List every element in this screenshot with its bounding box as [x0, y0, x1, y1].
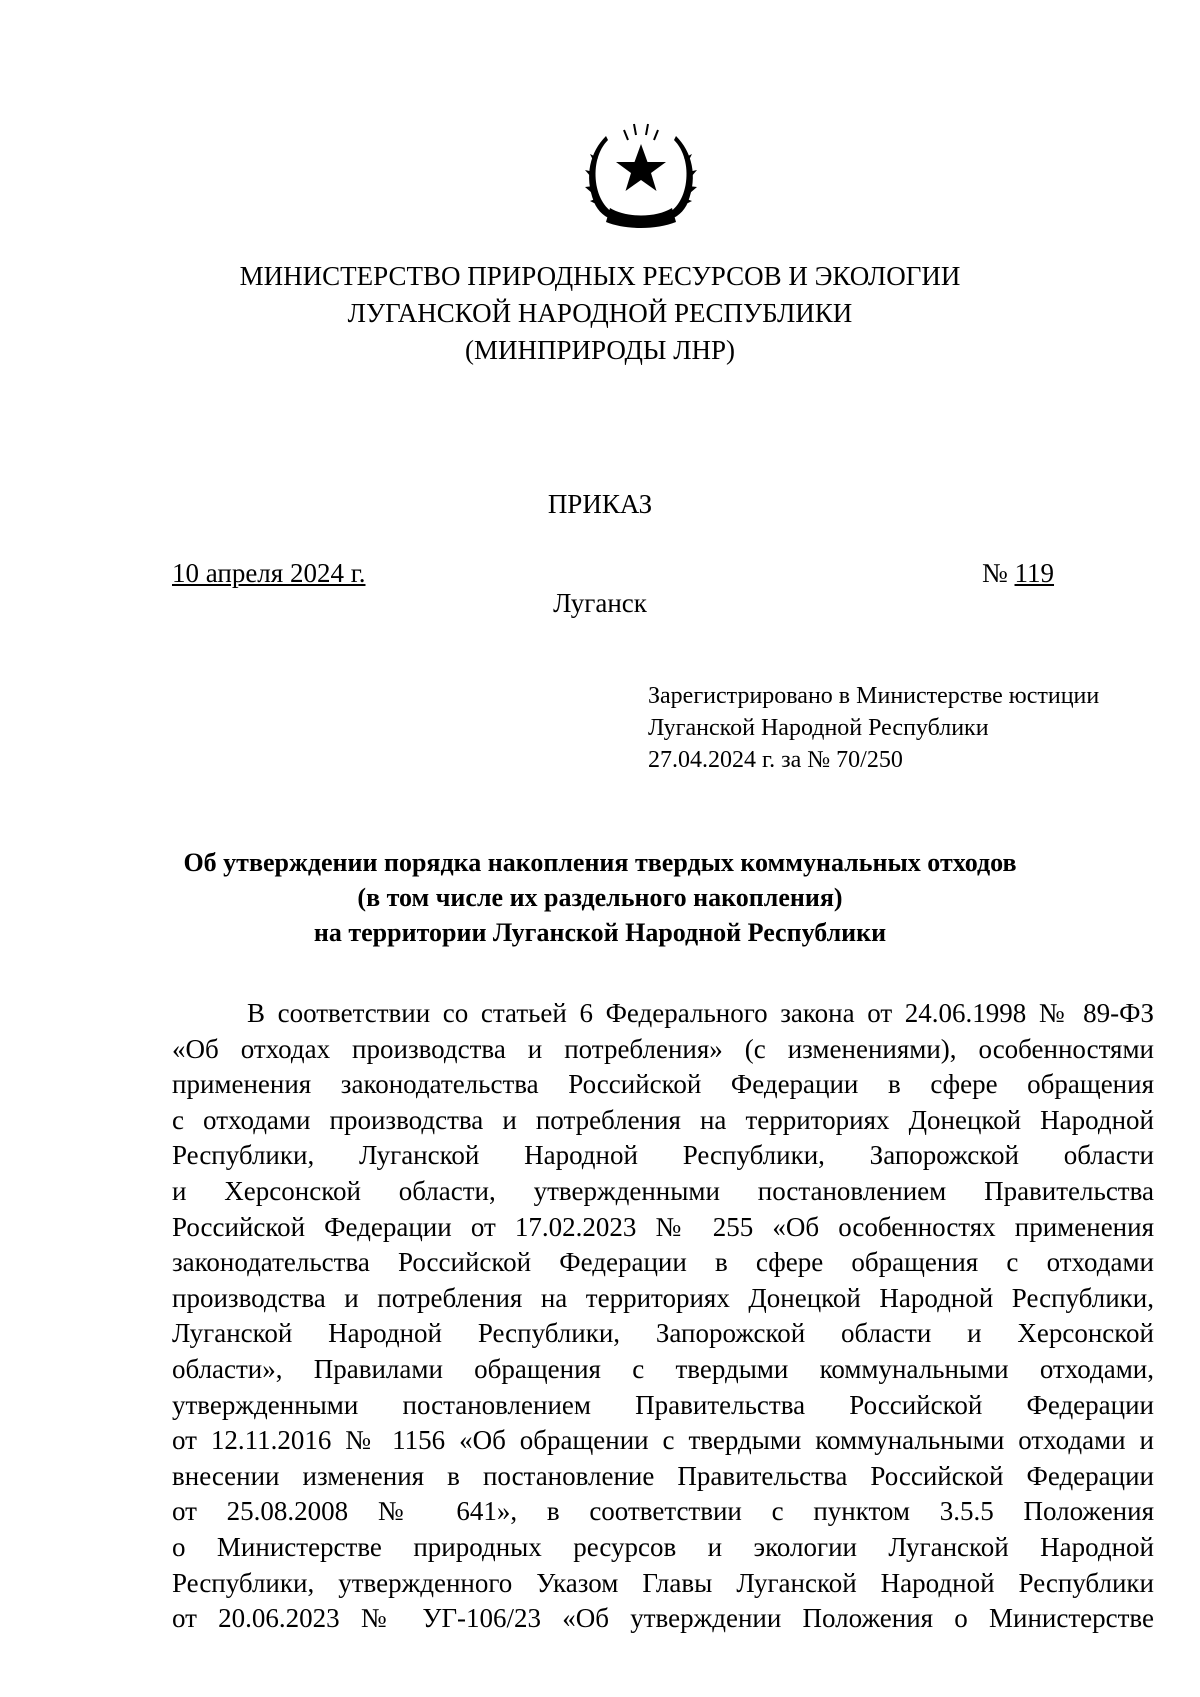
document-city: Луганск: [553, 588, 647, 618]
body-line: от 20.06.2023 № УГ-106/23 «Об утверждении Положения о Министерстве: [172, 1603, 1154, 1634]
document-number: [982, 556, 1054, 590]
body-line: применения законодательства Российской Федерации в сфере обращения: [172, 1069, 1154, 1100]
body-line: области», Правилами обращения с твердыми коммунальными отходами,: [172, 1353, 1154, 1384]
body-line: производства и потребления на территориях Донецкой Народной Республики,: [172, 1282, 1154, 1313]
document-title-line: (в том числе их раздельного накопления): [357, 883, 843, 912]
body-line: «Об отходах производства и потребления» (с изменениями), особенностями: [172, 1033, 1154, 1064]
body-line: и Херсонской области, утвержденными постановлением Правительства: [172, 1175, 1154, 1206]
document-title-line: на территории Луганской Народной Республики: [313, 918, 887, 947]
document-date: [172, 556, 365, 590]
body-line: утвержденными постановлением Правительства Российской Федерации: [172, 1389, 1154, 1420]
registration-line: 27.04.2024 г. за № 70/250: [648, 747, 903, 773]
body-line: Луганской Народной Республики, Запорожской области и Херсонской: [172, 1318, 1154, 1349]
state-emblem-icon: [576, 118, 706, 230]
body-line: от 12.11.2016 № 1156 «Об обращении с твердыми коммунальными отходами и: [172, 1425, 1154, 1456]
document-title: [150, 845, 1050, 950]
body-line: Республики, утвержденного Указом Главы Луганской Народной Республики: [172, 1567, 1154, 1598]
body-line: В соответствии со статьей 6 Федерального закона от 24.06.1998 № 89-ФЗ: [247, 998, 1154, 1028]
ministry-name: [150, 258, 1050, 369]
body-line: Республики, Луганской Народной Республики, Запорожской области: [172, 1140, 1154, 1171]
body-paragraph: [172, 996, 1154, 1637]
body-line: от 25.08.2008 № 641», в соответствии с пунктом 3.5.5 Положения: [172, 1496, 1154, 1527]
body-line: о Министерстве природных ресурсов и экологии Луганской Народной: [172, 1531, 1154, 1562]
registration-note: [648, 680, 1099, 776]
body-line: с отходами производства и потребления на территориях Донецкой Народной: [172, 1104, 1154, 1135]
document-title-line: Об утверждении порядка накопления твердых коммунальных отходов: [183, 848, 1017, 877]
ministry-name-line: ЛУГАНСКОЙ НАРОДНОЙ РЕСПУБЛИКИ: [347, 298, 853, 328]
ministry-name-line: МИНИСТЕРСТВО ПРИРОДНЫХ РЕСУРСОВ И ЭКОЛОГИИ: [239, 261, 961, 291]
document-type: ПРИКАЗ: [547, 489, 653, 519]
body-line: внесении изменения в постановление Правительства Российской Федерации: [172, 1460, 1154, 1491]
body-line: Российской Федерации от 17.02.2023 № 255 «Об особенностях применения: [172, 1211, 1154, 1242]
number-sign: №: [982, 558, 1008, 588]
registration-line: Зарегистрировано в Министерстве юстиции: [648, 683, 1100, 709]
document-date-value: 10 апреля 2024 г.: [172, 558, 366, 588]
body-line: законодательства Российской Федерации в сфере обращения с отходами: [172, 1247, 1154, 1278]
document-number-value: 119: [1014, 558, 1055, 588]
registration-line: Луганской Народной Республики: [648, 715, 989, 741]
ministry-abbreviation: (МИНПРИРОДЫ ЛНР): [464, 335, 736, 365]
